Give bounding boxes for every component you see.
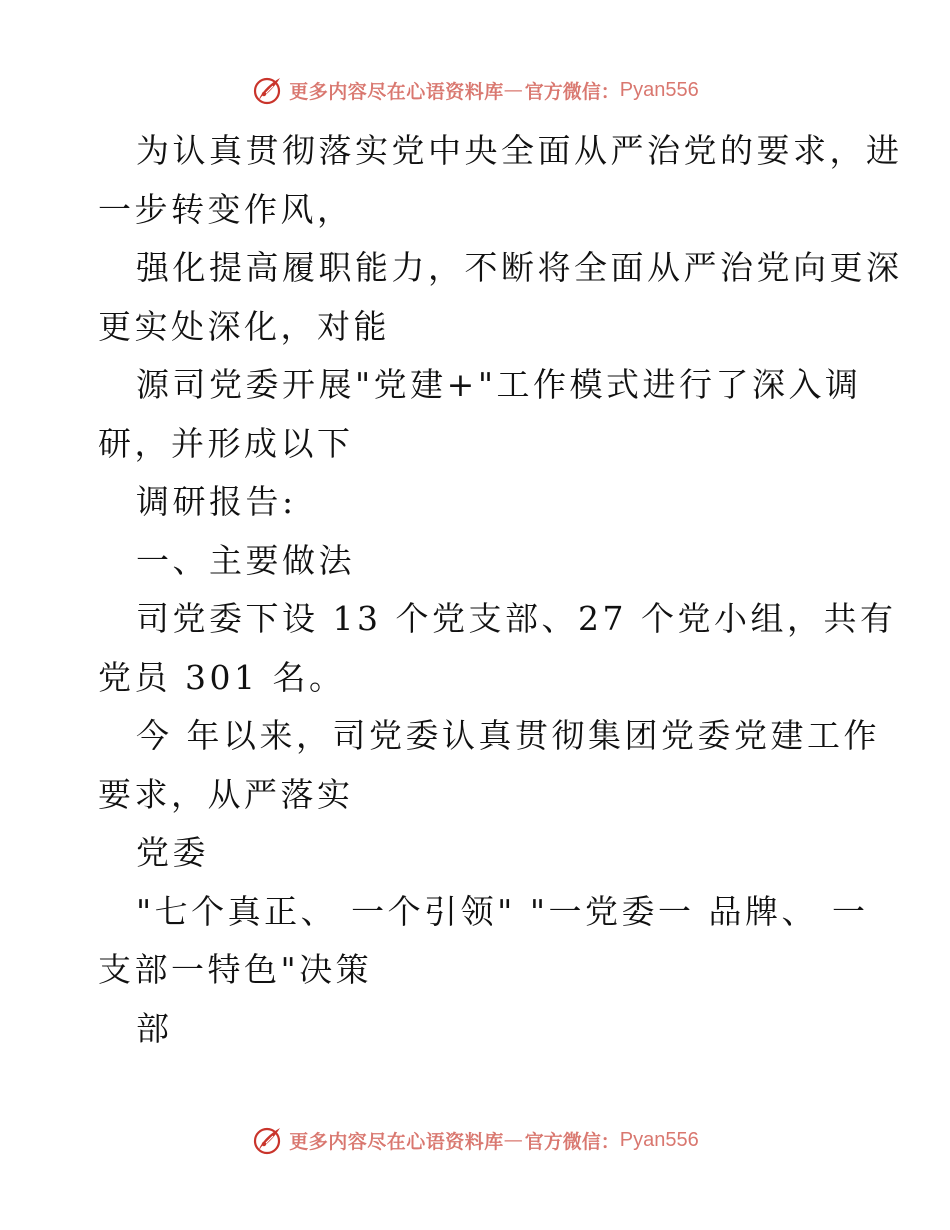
feather-pen-logo-icon <box>251 1124 283 1156</box>
watermark-main-text: 更多内容尽在心语资料库 <box>289 80 504 103</box>
document-line: 党委 <box>136 833 209 872</box>
feather-pen-logo-icon <box>251 74 283 106</box>
document-line: 党员 301 名。 <box>98 657 346 697</box>
document-line: 今 年以来，司党委认真贯彻集团党委党建工作 <box>136 716 880 755</box>
watermark-wechat-id: Pyan556 <box>619 1128 699 1151</box>
document-body <box>98 122 903 1058</box>
document-line: 支部一特色"决策 <box>98 950 373 989</box>
watermark-footer <box>0 1120 950 1160</box>
watermark-official-label: 官方微信： <box>524 80 620 103</box>
document-line: 源司党委开展"党建+"工作模式进行了深入调 <box>136 365 862 404</box>
document-line: 调研报告: <box>136 482 297 521</box>
document-line: 研，并形成以下 <box>98 423 354 463</box>
document-line: 一、主要做法 <box>136 540 355 580</box>
document-line: 更实处深化，对能 <box>98 306 390 346</box>
watermark-official-label: 官方微信： <box>524 1130 620 1153</box>
document-line: 一步转变作风， <box>98 189 354 229</box>
watermark-dash: — <box>503 79 523 101</box>
document-line: 要求，从严落实 <box>98 774 354 814</box>
document-line: "七个真正、 一个引领" "一党委一 品牌、 一 <box>136 891 869 931</box>
document-line: 司党委下设 13 个党支部、27 个党小组，共有 <box>136 599 897 638</box>
document-line: 部 <box>136 1008 173 1048</box>
document-line: 强化提高履职能力，不断将全面从严治党向更深 <box>136 248 903 287</box>
watermark-header <box>0 70 950 110</box>
watermark-dash: — <box>503 1129 523 1151</box>
watermark-wechat-id: Pyan556 <box>619 78 699 101</box>
document-line: 为认真贯彻落实党中央全面从严治党的要求，进 <box>136 131 903 170</box>
watermark-main-text: 更多内容尽在心语资料库 <box>289 1130 504 1153</box>
